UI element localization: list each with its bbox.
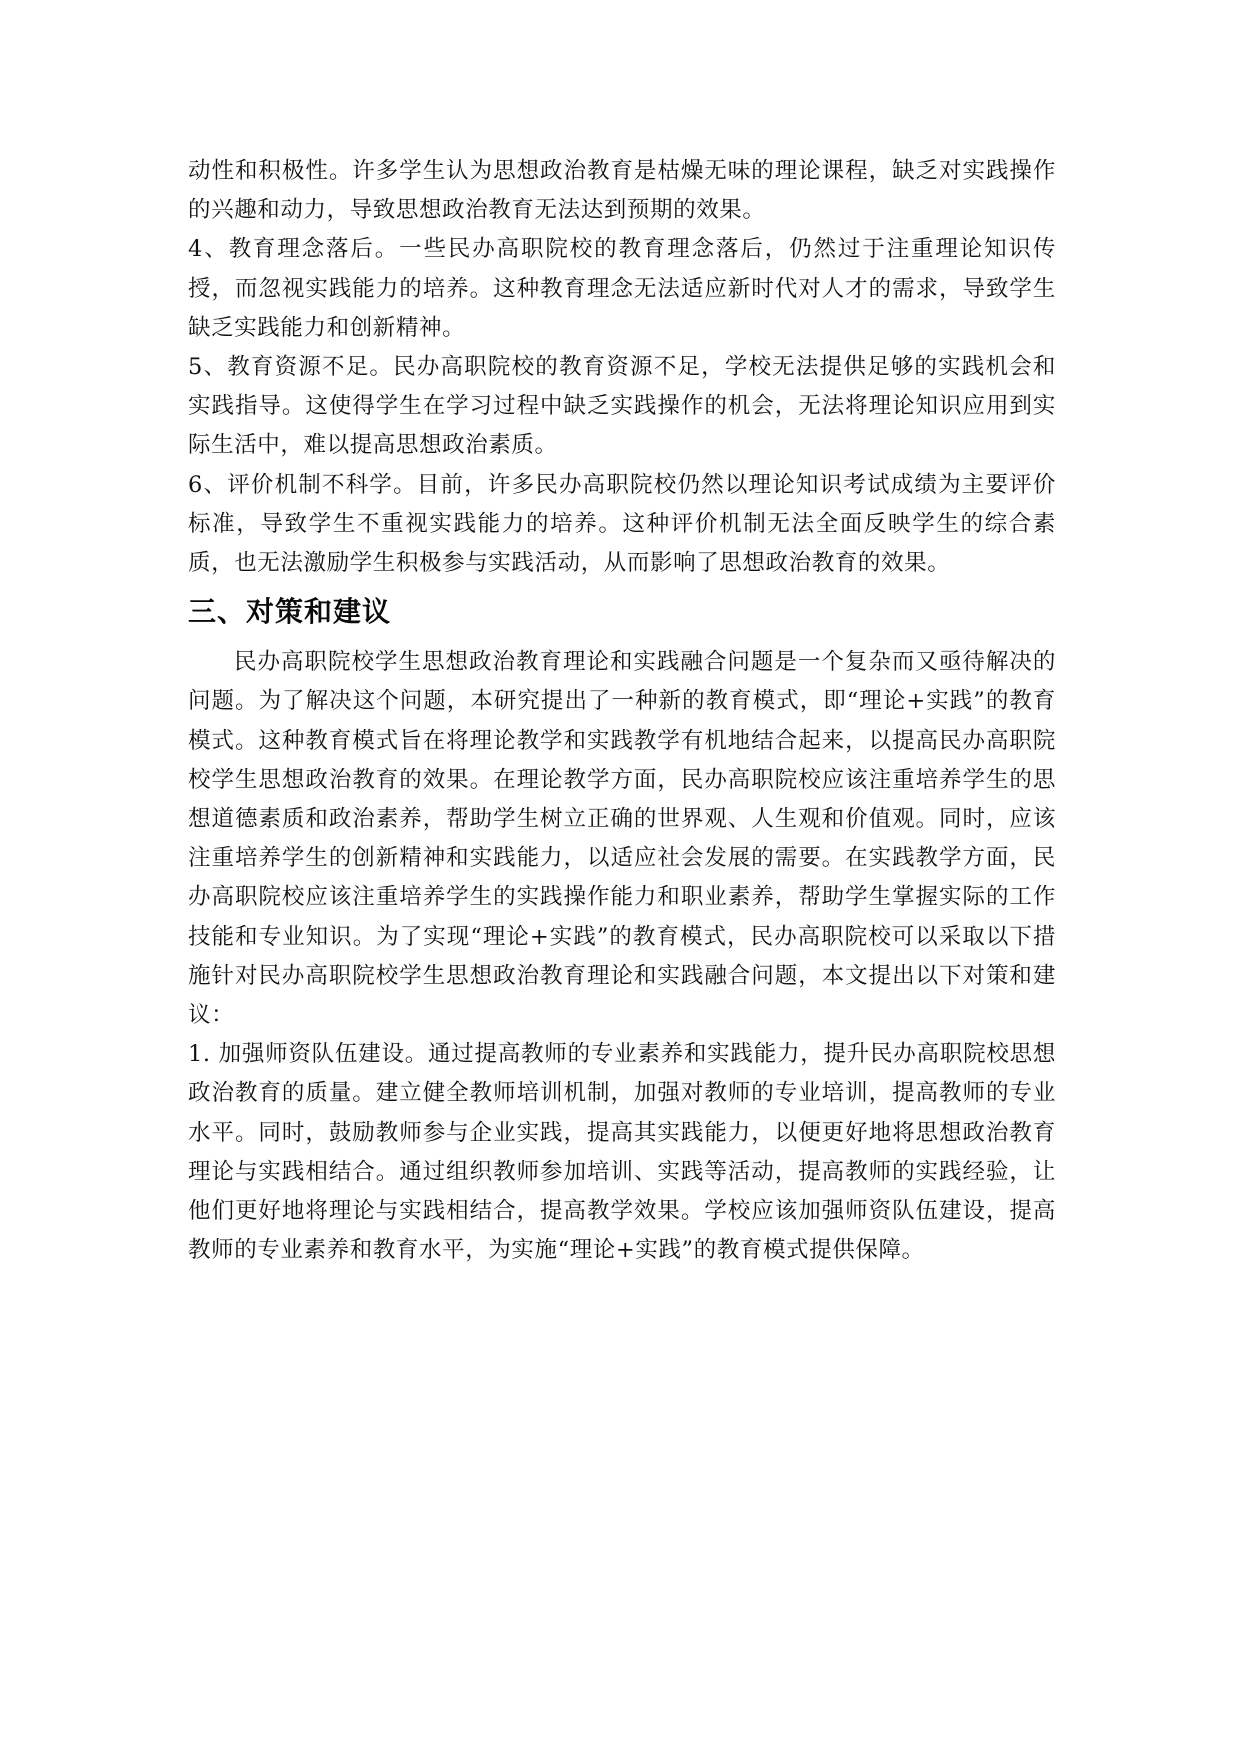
section-heading: 三、对策和建议 bbox=[188, 595, 392, 629]
document-body bbox=[188, 152, 1056, 1270]
paragraph-item-4: 4、教育理念落后。一些民办高职院校的教育理念落后，仍然过于注重理论知识传授，而忽视实践能力的培养。这种教育理念无法适应新时代对人才的需求，导致学生缺乏实践能力和创新精神。 bbox=[188, 236, 1056, 341]
paragraph-item-5: 5、教育资源不足。民办高职院校的教育资源不足，学校无法提供足够的实践机会和实践指导。这使得学生在学习过程中缺乏实践操作的机会，无法将理论知识应用到实际生活中，难以提高思想政治素质。 bbox=[188, 354, 1056, 459]
intro-paragraph: 民办高职院校学生思想政治教育理论和实践融合问题是一个复杂而又亟待解决的问题。为了解决这个问题，本研究提出了一种新的教育模式，即“理论+实践”的教育模式。这种教育模式旨在将理论教学和实践教学有机地结合起来，以提高民办高职院校学生思想政治教育的效果。在理论教学方面，民办高职院校应该注重培养学生的思想道德素质和政治素养，帮助学生树立正确的世界观、人生观和价值观。同时，应该注重培养学生的创新精神和实践能力，以适应社会发展的需要。在实践教学方面，民办高职院校应该注重培养学生的实践操作能力和职业素养，帮助学生掌握实际的工作技能和专业知识。为了实现“理论+实践”的教育模式，民办高职院校可以采取以下措施针对民办高职院校学生思想政治教育理论和实践融合问题，本文提出以下对策和建议： bbox=[188, 649, 1056, 1029]
paragraph-item-1: 1. 加强师资队伍建设。通过提高教师的专业素养和实践能力，提升民办高职院校思想政治教育的质量。建立健全教师培训机制，加强对教师的专业培训，提高教师的专业水平。同时，鼓励教师参与企业实践，提高其实践能力，以便更好地将思想政治教育理论与实践相结合。通过组织教师参加培训、实践等活动，提高教师的实践经验，让他们更好地将理论与实践相结合，提高教学效果。学校应该加强师资队伍建设，提高教师的专业素养和教育水平，为实施“理论+实践”的教育模式提供保障。 bbox=[188, 1041, 1056, 1264]
paragraph-item-6: 6、评价机制不科学。目前，许多民办高职院校仍然以理论知识考试成绩为主要评价标准，导致学生不重视实践能力的培养。这种评价机制无法全面反映学生的综合素质，也无法激励学生积极参与实践活动，从而影响了思想政治教育的效果。 bbox=[188, 471, 1056, 577]
paragraph-continuation: 动性和积极性。许多学生认为思想政治教育是枯燥无味的理论课程，缺乏对实践操作的兴趣和动力，导致思想政治教育无法达到预期的效果。 bbox=[188, 158, 1056, 224]
